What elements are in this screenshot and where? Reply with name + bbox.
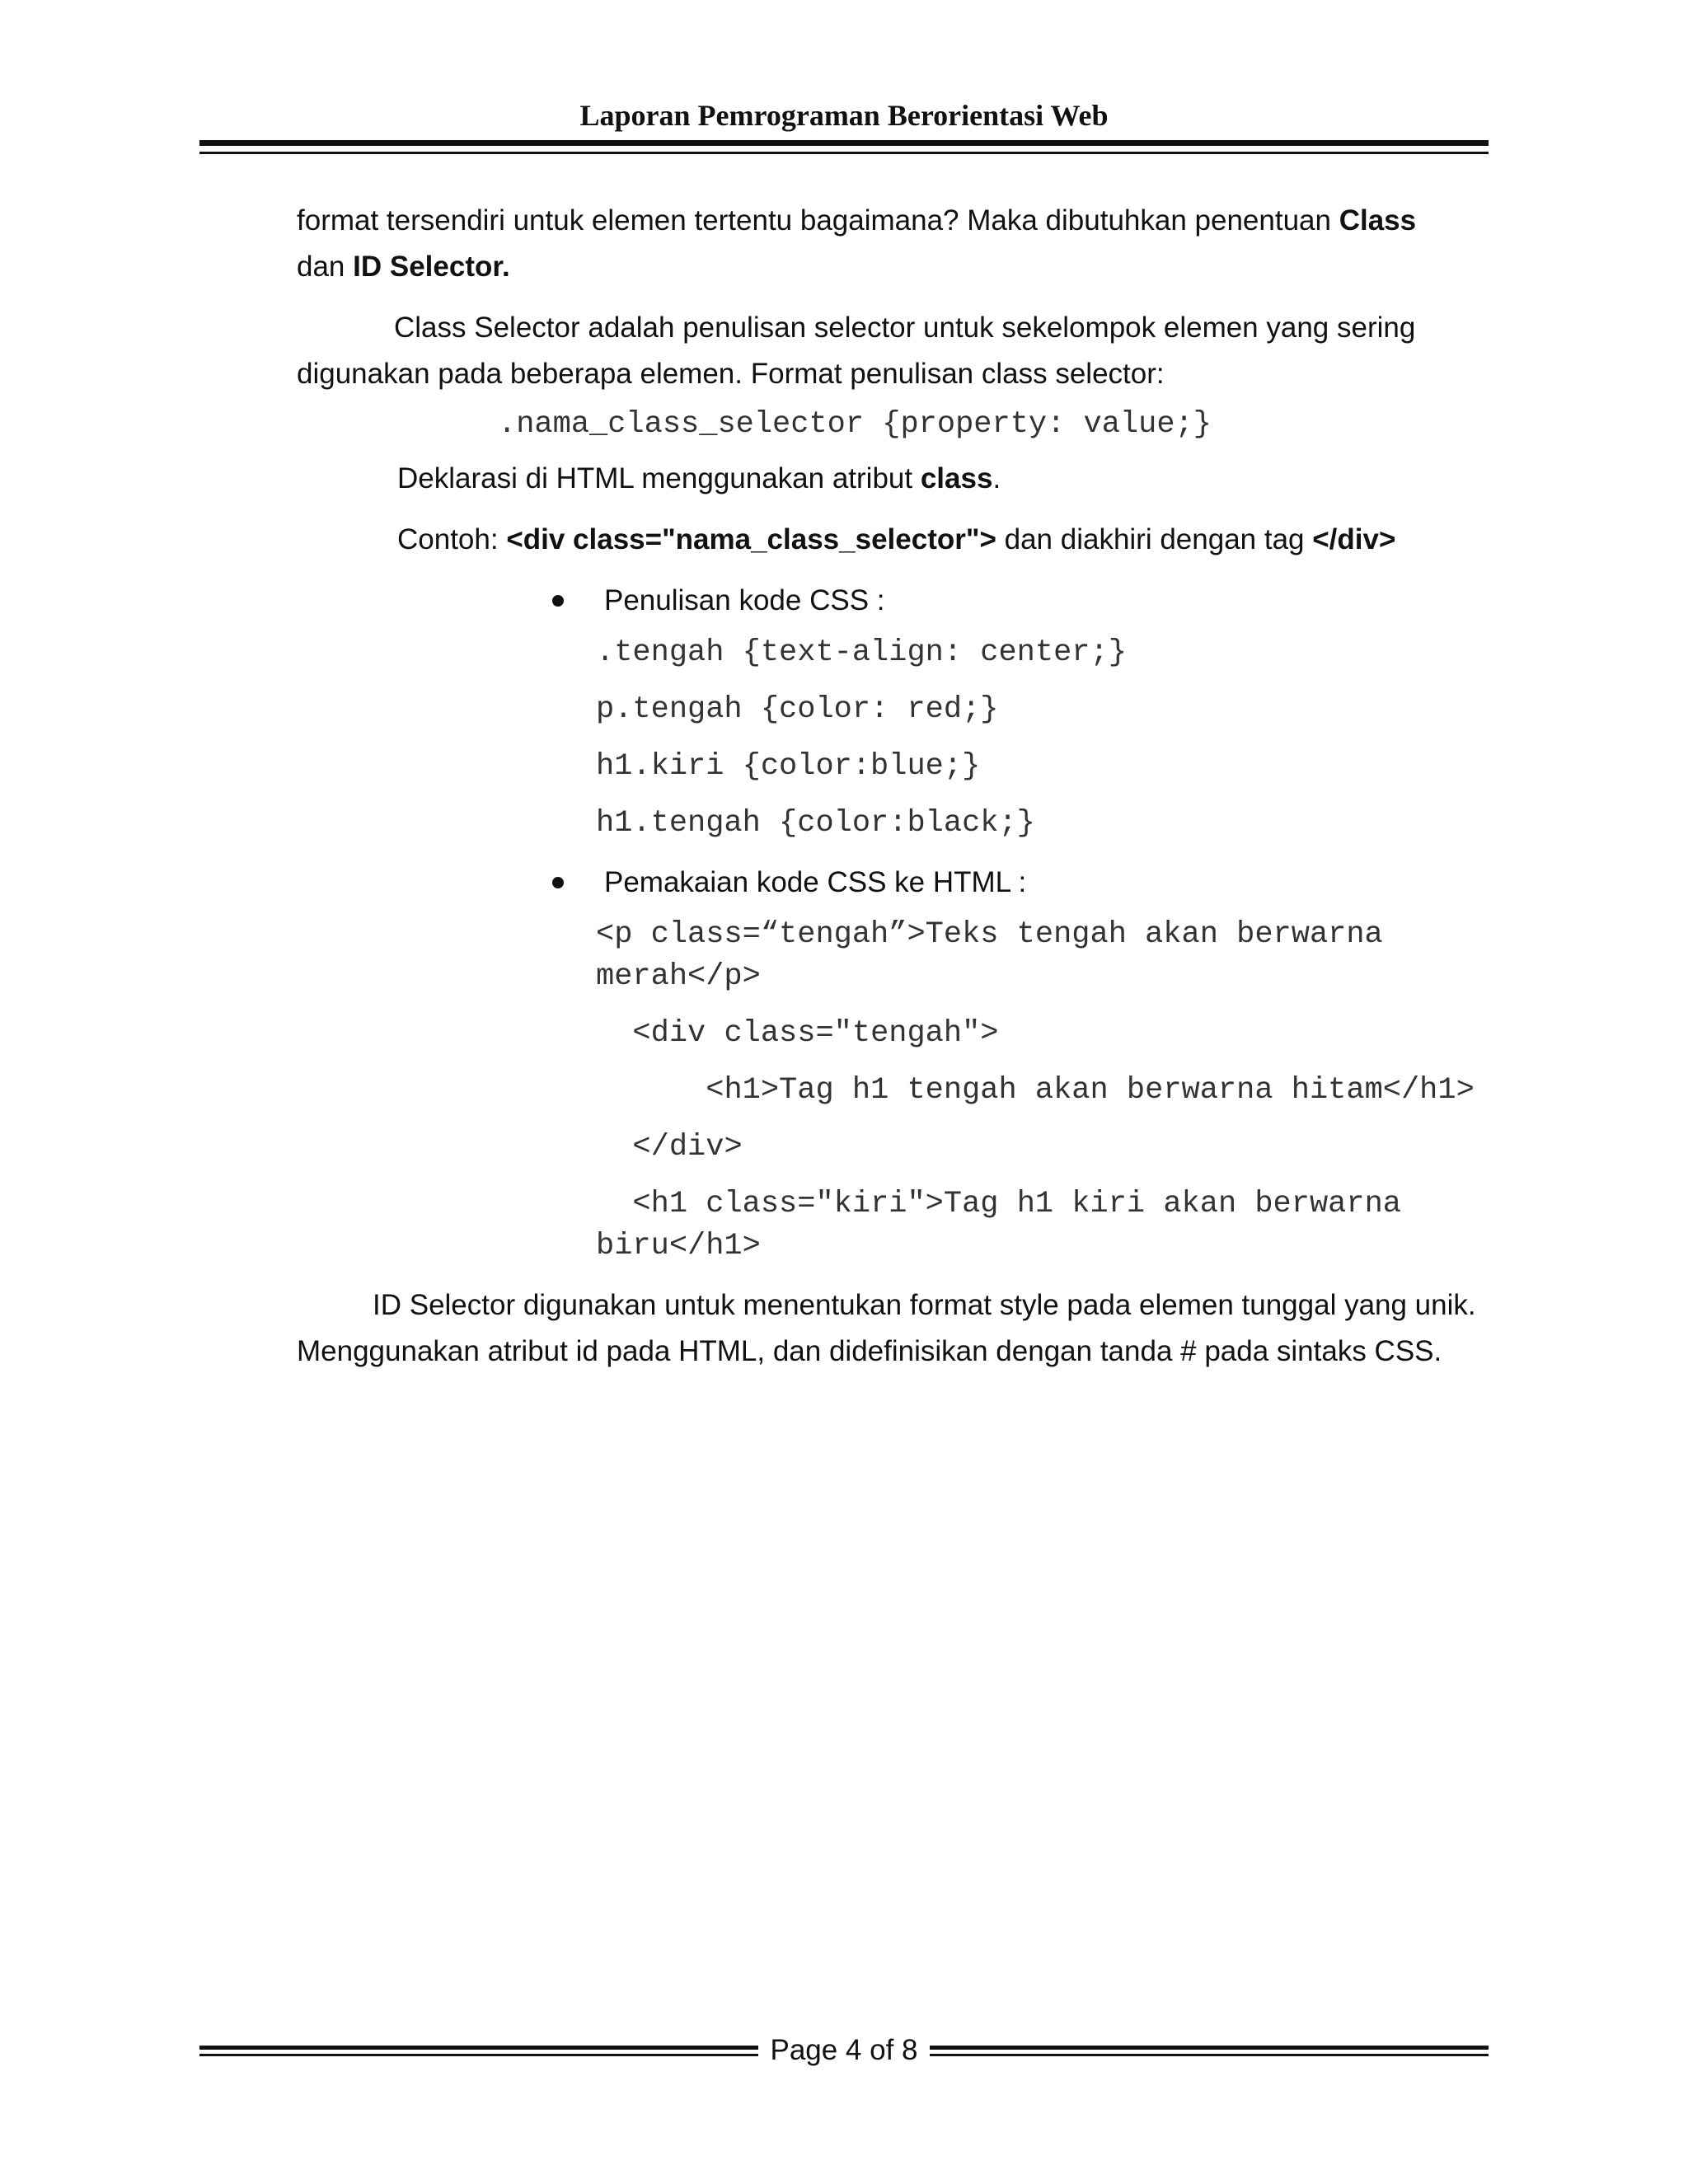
- bullet-item-html: [297, 860, 1490, 906]
- paragraph-example: [297, 517, 1490, 563]
- text: .: [992, 462, 1001, 494]
- document-title: Laporan Pemrograman Berorientasi Web: [579, 99, 1109, 132]
- bullet-label: Pemakaian kode CSS ke HTML :: [604, 866, 1027, 898]
- code-line: <h1 class="kiri">Tag h1 kiri akan berwarna biru</h1>: [596, 1187, 1420, 1263]
- code-line: p.tengah {color: red;}: [596, 692, 999, 727]
- code-block-css: [297, 632, 1486, 845]
- code-line: <div class="tengah">: [596, 1016, 999, 1051]
- paragraph-id-selector: ID Selector digunakan untuk menentukan format style pada elemen tunggal yang unik. Menggunakan atribut id pada HTML, dan didefinisikan dengan tanda # pada sintaks CSS.: [297, 1289, 1476, 1367]
- code-line: .tengah {text-align: center;}: [596, 635, 1127, 670]
- page-footer: [199, 2026, 1489, 2075]
- bullet-icon: [552, 877, 564, 888]
- text: Deklarasi di HTML menggunakan atribut: [397, 462, 921, 494]
- text: format tersendiri untuk elemen tertentu bagaimana? Maka dibutuhkan penentuan: [297, 204, 1339, 237]
- text: dan: [297, 251, 354, 283]
- text: dan diakhiri dengan tag: [996, 523, 1313, 555]
- bold-text: <div class="nama_class_selector">: [506, 523, 996, 555]
- footer-rule-right: [930, 2046, 1489, 2056]
- bullet-label: Penulisan kode CSS :: [604, 584, 885, 616]
- header-rule: [199, 140, 1489, 154]
- paragraph-intro: [297, 198, 1490, 290]
- code-block-html: [297, 914, 1486, 1268]
- bold-text: ID Selector.: [353, 251, 510, 283]
- bullet-icon: [552, 595, 564, 607]
- code-line: h1.kiri {color:blue;}: [596, 749, 981, 784]
- page-content: [297, 198, 1490, 1375]
- code-class-format: .nama_class_selector {property: value;}: [498, 407, 1212, 442]
- code-line: h1.tengah {color:black;}: [596, 806, 1035, 841]
- paragraph-class-selector: Class Selector adalah penulisan selector untuk sekelompok elemen yang sering digunakan pada beberapa elemen. Format penulisan class selector:: [297, 312, 1416, 390]
- page-header: [199, 91, 1489, 154]
- code-line: <p class=“tengah”>Teks tengah akan berwarna merah</p>: [596, 917, 1401, 994]
- code-line: </div>: [596, 1130, 743, 1165]
- bold-text: </div>: [1312, 523, 1396, 555]
- page-number: Page 4 of 8: [770, 2034, 918, 2066]
- code-line: <h1>Tag h1 tengah akan berwarna hitam</h1>: [596, 1073, 1475, 1108]
- bullet-item-css: [297, 578, 1490, 624]
- text: Contoh:: [397, 523, 507, 555]
- bold-text: Class: [1339, 204, 1417, 237]
- footer-rule-left: [199, 2046, 758, 2056]
- paragraph-declaration: [297, 456, 1490, 502]
- bold-text: class: [920, 462, 993, 494]
